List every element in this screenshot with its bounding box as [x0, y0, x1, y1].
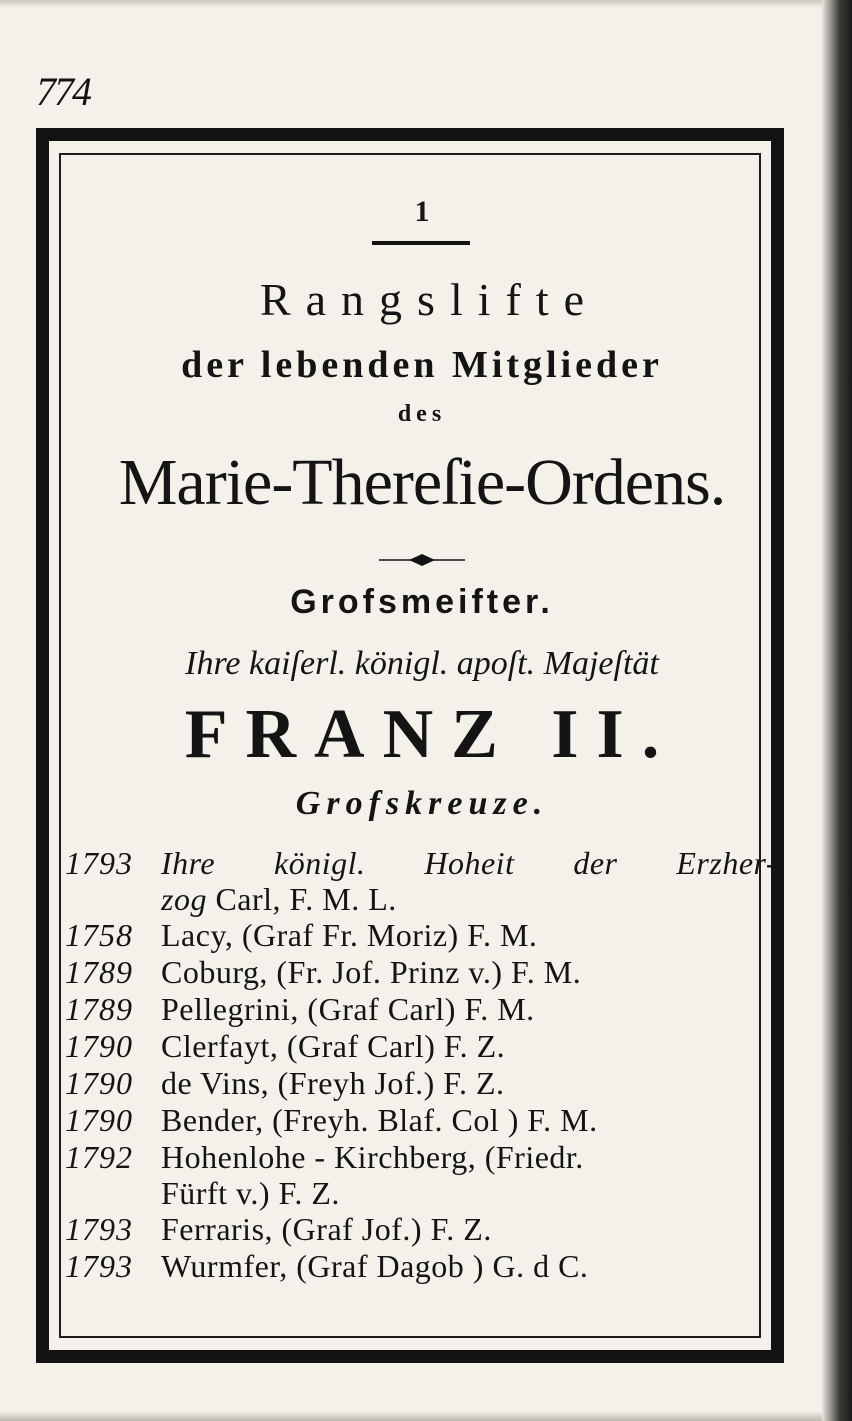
page-border-inner-rule — [59, 153, 777, 1338]
roll-year: 1792 — [65, 1139, 133, 1175]
roll-text: Ferraris, (Graf Jof.) F. Z. — [161, 1211, 492, 1247]
roll-text: Ihre königl. Hoheit der Erzher- — [161, 845, 777, 881]
list-item — [65, 1065, 777, 1102]
title-line-rangsliste: Rangslifte — [259, 274, 600, 325]
roll-text-italic: zog — [161, 882, 207, 917]
member-roll — [65, 845, 777, 1285]
page-title: Marie-Thereſie-Ordens. — [118, 446, 726, 519]
majesty-line: Ihre kaiſerl. königl. apoſt. Majeſtät — [185, 645, 659, 682]
list-item — [65, 882, 777, 917]
roll-text: Wurmfer, (Graf Dagob ) G. d C. — [161, 1248, 589, 1284]
roll-year — [65, 882, 161, 917]
roll-year: 1789 — [65, 954, 133, 990]
list-item — [65, 917, 777, 954]
roll-text: Pellegrini, (Graf Carl) F. M. — [161, 991, 535, 1027]
list-item — [65, 1028, 777, 1065]
roll-text: Clerfayt, (Graf Carl) F. Z. — [161, 1028, 506, 1064]
list-item — [65, 1102, 777, 1139]
title-rule — [372, 241, 470, 245]
page-top-edge — [0, 0, 822, 8]
list-item — [65, 954, 777, 991]
title-line-des: des — [397, 401, 447, 427]
roll-text: de Vins, (Freyh Jof.) F. Z. — [161, 1065, 505, 1101]
section-heading-grandmaster: Grofsmeifter. — [290, 583, 554, 621]
roll-text: Carl, F. M. L. — [206, 882, 397, 917]
page-border-frame — [36, 128, 784, 1363]
roll-text: Coburg, (Fr. Jof. Prinz v.) F. M. — [161, 954, 582, 990]
list-item — [65, 991, 777, 1028]
roll-year: 1793 — [65, 1211, 133, 1247]
roll-text: Bender, (Freyh. Blaf. Col ) F. M. — [161, 1102, 598, 1138]
roll-year: 1793 — [65, 845, 133, 881]
roll-text: Lacy, (Graf Fr. Moriz) F. M. — [161, 917, 538, 953]
list-item — [65, 1139, 777, 1176]
roll-year — [65, 1176, 161, 1211]
book-spine-shadow — [822, 0, 852, 1421]
emperor-name: FRANZ II. — [184, 696, 678, 773]
sheet-number: 1 — [414, 195, 430, 228]
list-item — [65, 1176, 777, 1211]
roll-text: Fürft v.) F. Z. — [161, 1176, 340, 1211]
page-bottom-edge — [0, 1411, 822, 1421]
list-item — [65, 1211, 777, 1248]
roll-text: Hohenlohe - Kirchberg, (Friedr. — [161, 1139, 584, 1175]
roll-text-group — [161, 882, 777, 917]
section-heading-grandcross: Grofskreuze. — [295, 785, 549, 822]
ornament-divider-icon — [379, 553, 465, 567]
roll-year: 1790 — [65, 1065, 133, 1101]
roll-year: 1758 — [65, 917, 133, 953]
roll-year: 1793 — [65, 1248, 133, 1284]
roll-year: 1789 — [65, 991, 133, 1027]
roll-year: 1790 — [65, 1102, 133, 1138]
page-number: 774 — [36, 69, 90, 114]
list-item — [65, 1248, 777, 1285]
roll-year: 1790 — [65, 1028, 133, 1064]
title-line-members: der lebenden Mitglieder — [181, 344, 663, 386]
list-item — [65, 845, 777, 882]
